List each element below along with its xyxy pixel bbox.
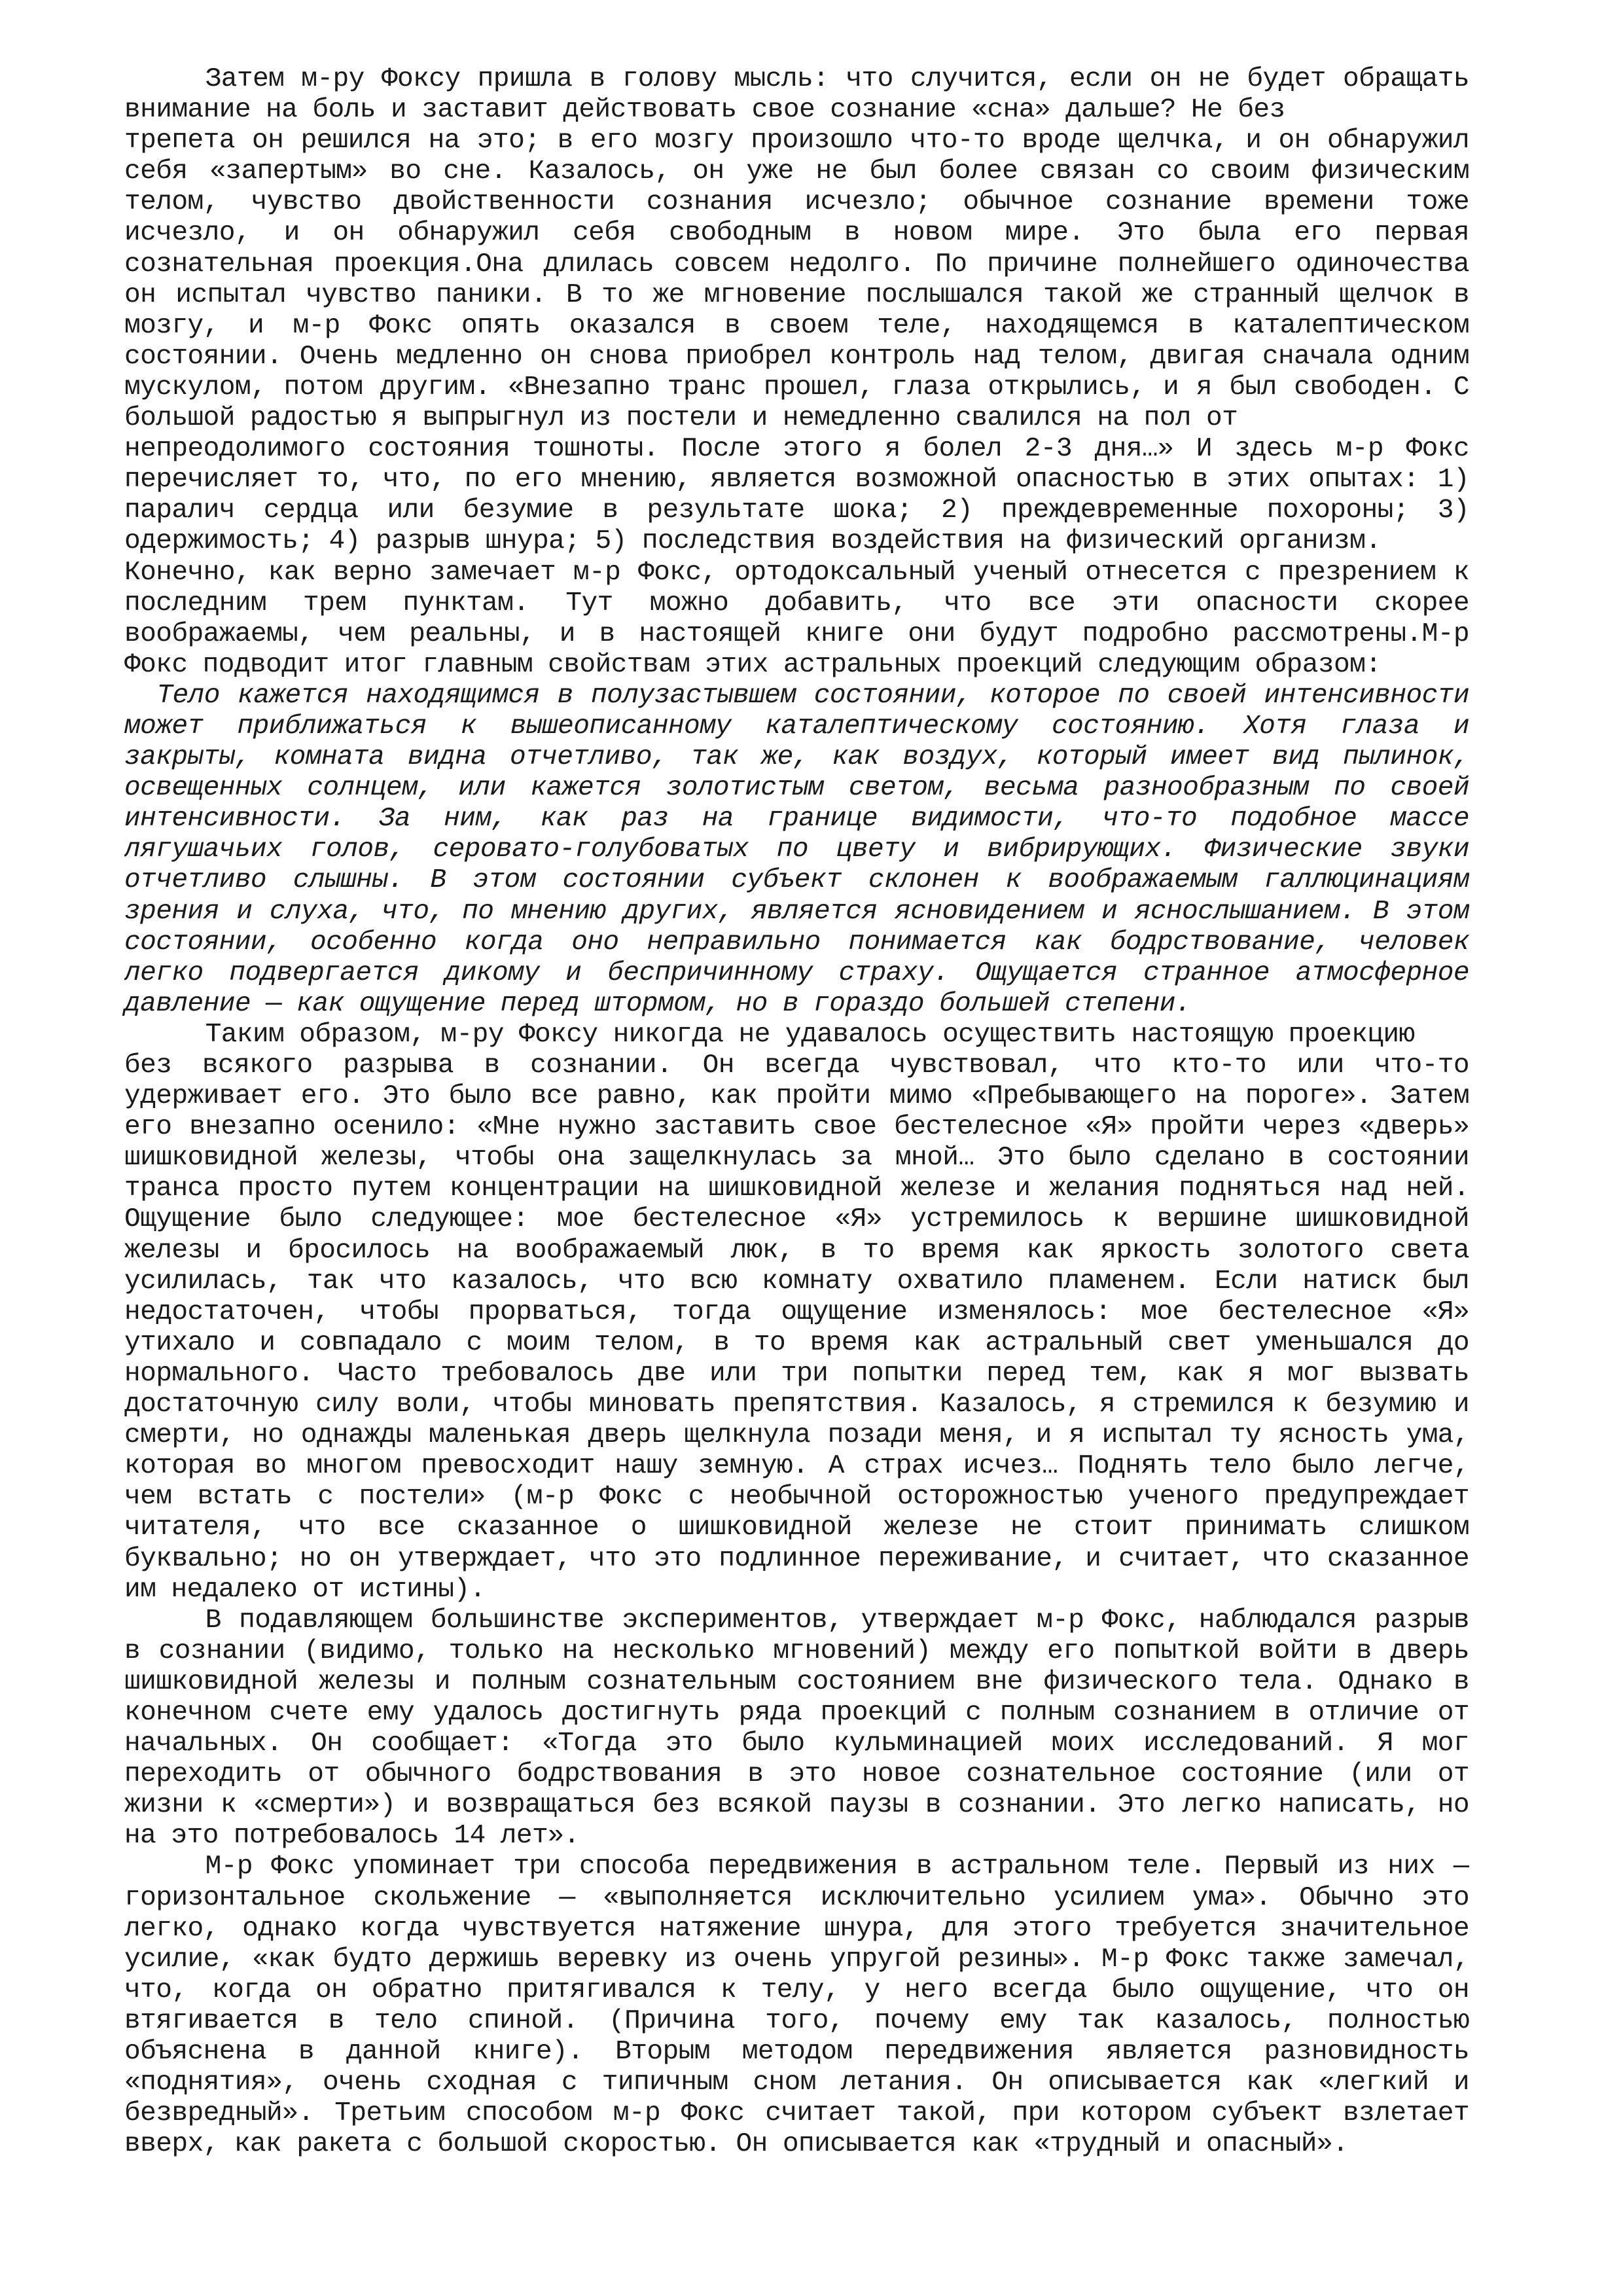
text-line: большой радостью я выпрыгнул из постели и немедленно свалился на пол от [124, 403, 1238, 434]
text-line: Конечно, как верно замечает м-р Фокс, ортодоксальный ученый отнесется с презрением к [124, 557, 1469, 588]
text-line: паралич сердца или безумие в результате шока; 2) преждевременные похороны; 3) [124, 495, 1469, 526]
text-line: буквально; но он утверждает, что это подлинное переживание, и считает, что сказанное [124, 1543, 1469, 1574]
text-line: мускулом, потом другим. «Внезапно транс прошел, глаза открылись, и я был свободен. С [124, 372, 1469, 403]
text-line: Тело кажется находящимся в полузастывшем состоянии, которое по своей интенсивности [156, 680, 1469, 711]
text-line: одержимость; 4) разрыв шнура; 5) последствия воздействия на физический организм. [124, 526, 1382, 557]
text-line: закрыты, комната видна отчетливо, так же, как воздух, который имеет вид пылинок, [124, 742, 1469, 773]
text-line: Фокс подводит итог главным свойствам этих астральных проекций следующим образом: [124, 649, 1382, 680]
text-line: шишковидной железы, чтобы она защелкнулась за мной… Это было сделано в состоянии [124, 1143, 1469, 1174]
text-line: отчетливо слышны. В этом состоянии субъект склонен к воображаемым галлюцинациям [124, 865, 1469, 896]
text-line: М-р Фокс упоминает три способа передвижения в астральном теле. Первый из них — [205, 1852, 1469, 1882]
text-line: начальных. Он сообщает: «Тогда это было кульминацией моих исследований. Я мог [124, 1729, 1469, 1759]
text-line: утихало и совпадало с моим телом, в то время как астральный свет уменьшался до [124, 1327, 1469, 1358]
text-line: состоянии, особенно когда оно неправильно понимается как бодрствование, человек [124, 927, 1469, 958]
text-line: им недалеко от истины). [124, 1574, 486, 1605]
text-line: мозгу, и м-р Фокс опять оказался в своем теле, находящемся в каталептическом [124, 310, 1469, 341]
text-line: жизни к «смерти») и возвращаться без всякой паузы в сознании. Это легко написать, но [124, 1790, 1469, 1821]
text-line: горизонтальное скольжение — «выполняется исключительно усилием ума». Обычно это [124, 1882, 1469, 1913]
text-line: освещенных солнцем, или кажется золотистым светом, весьма разнообразным по своей [124, 773, 1469, 804]
text-line: последним трем пунктам. Тут можно добавить, что все эти опасности скорее [124, 588, 1469, 619]
text-line: интенсивности. За ним, как раз на границе видимости, что-то подобное массе [124, 804, 1469, 834]
text-line: без всякого разрыва в сознании. Он всегда чувствовал, что кто-то или что-то [124, 1050, 1469, 1081]
text-line: втягивается в тело спиной. (Причина того, почему ему так казалось, полностью [124, 2005, 1469, 2036]
text-line: зрения и слуха, что, по мнению других, является ясновидением и яснослышанием. В этом [124, 896, 1469, 927]
text-line: транса просто путем концентрации на шишковидной железе и желания подняться над ней. [124, 1174, 1469, 1204]
text-line: усилилась, так что казалось, что всю комнату охватило пламенем. Если натиск был [124, 1266, 1469, 1297]
text-line: «поднятия», очень сходная с типичным сном летания. Он описывается как «легкий и [124, 2068, 1469, 2098]
text-line: железы и бросилось на воображаемый люк, в то время как яркость золотого света [124, 1235, 1469, 1266]
text-line: усилие, «как будто держишь веревку из очень упругой резины». М-р Фокс также замечал, [124, 1944, 1469, 1975]
text-line: Таким образом, м-ру Фоксу никогда не удавалось осуществить настоящую проекцию [205, 1019, 1415, 1050]
text-line: конечном счете ему удалось достигнуть ряда проекций с полным сознанием в отличие от [124, 1697, 1469, 1728]
text-line: читателя, что все сказанное о шишковидной железе не стоит принимать слишком [124, 1513, 1469, 1543]
text-line: смерти, но однажды маленькая дверь щелкнула позади меня, и я испытал ту ясность ума, [124, 1420, 1469, 1451]
text-line: достаточную силу воли, чтобы миновать препятствия. Казалось, я стремился к безумию и [124, 1390, 1469, 1420]
text-line: себя «запертым» во сне. Казалось, он уже не был более связан со своим физическим [124, 156, 1469, 187]
text-line: телом, чувство двойственности сознания исчезло; обычное сознание времени тоже [124, 187, 1469, 218]
text-line: В подавляющем большинстве экспериментов, утверждает м-р Фокс, наблюдался разрыв [205, 1605, 1469, 1636]
text-line: Ощущение было следующее: мое бестелесное «Я» устремилось к вершине шишковидной [124, 1204, 1469, 1235]
text-line: переходить от обычного бодрствования в это новое сознательное состояние (или от [124, 1759, 1469, 1790]
text-line: недостаточен, чтобы прорваться, тогда ощущение изменялось: мое бестелесное «Я» [124, 1297, 1469, 1327]
text-line: воображаемы, чем реальны, и в настоящей книге они будут подробно рассмотрены.М-р [124, 619, 1469, 649]
text-line: удерживает его. Это было все равно, как пройти мимо «Пребывающего на пороге». Затем [124, 1081, 1469, 1112]
text-line: может приближаться к вышеописанному каталептическому состоянию. Хотя глаза и [124, 711, 1469, 742]
text-line: что, когда он обратно притягивался к телу, у него всегда было ощущение, что он [124, 1975, 1469, 2005]
text-line: давление — как ощущение перед штормом, но в гораздо большей степени. [124, 988, 1191, 1019]
text-line: чем встать с постели» (м-р Фокс с необычной осторожностью ученого предупреждает [124, 1482, 1469, 1513]
text-line: исчезло, и он обнаружил себя свободным в новом мире. Это была его первая [124, 218, 1469, 249]
text-line: сознательная проекция.Она длилась совсем недолго. По причине полнейшего одиночества [124, 249, 1469, 279]
text-line: вверх, как ракета с большой скоростью. Он описывается как «трудный и опасный». [124, 2129, 1349, 2160]
text-line: трепета он решился на это; в его мозгу произошло что-то вроде щелчка, и он обнаружил [124, 126, 1469, 156]
text-line: он испытал чувство паники. В то же мгновение послышался такой же странный щелчок в [124, 279, 1469, 310]
text-line: состоянии. Очень медленно он снова приобрел контроль над телом, двигая сначала одним [124, 341, 1469, 372]
text-line: непреодолимого состояния тошноты. После этого я болел 2-3 дня…» И здесь м-р Фокс [124, 434, 1469, 465]
text-line: в сознании (видимо, только на несколько мгновений) между его попыткой войти в дверь [124, 1636, 1469, 1666]
text-line: легко, однако когда чувствуется натяжение шнура, для этого требуется значительное [124, 1913, 1469, 1944]
text-line: его внезапно осенило: «Мне нужно заставить свое бестелесное «Я» пройти через «дверь» [124, 1112, 1469, 1143]
text-line: лягушачьих голов, серовато-голубоватых по цвету и вибрирующих. Физические звуки [124, 834, 1469, 865]
text-line: безвредный». Третьим способом м-р Фокс считает такой, при котором субъект взлетает [124, 2098, 1469, 2129]
text-line: внимание на боль и заставит действовать свое сознание «сна» дальше? Не без [124, 95, 1285, 126]
text-line: Затем м-ру Фоксу пришла в голову мысль: что случится, если он не будет обращать [205, 64, 1469, 94]
text-line: шишковидной железы и полным сознательным состоянием вне физического тела. Однако в [124, 1666, 1469, 1697]
text-line: на это потребовалось 14 лет». [124, 1821, 580, 1852]
text-line: которая во многом превосходит нашу земную. А страх исчез… Поднять тело было легче, [124, 1451, 1469, 1482]
text-line: легко подвергается дикому и беспричинному страху. Ощущается странное атмосферное [124, 958, 1469, 988]
text-line: перечисляет то, что, по его мнению, является возможной опасностью в этих опытах: 1) [124, 465, 1469, 495]
text-line: объяснена в данной книге). Вторым методом передвижения является разновидность [124, 2037, 1469, 2067]
document-page [124, 64, 1469, 2160]
text-line: нормального. Часто требовалось две или три попытки перед тем, как я мог вызвать [124, 1358, 1469, 1389]
